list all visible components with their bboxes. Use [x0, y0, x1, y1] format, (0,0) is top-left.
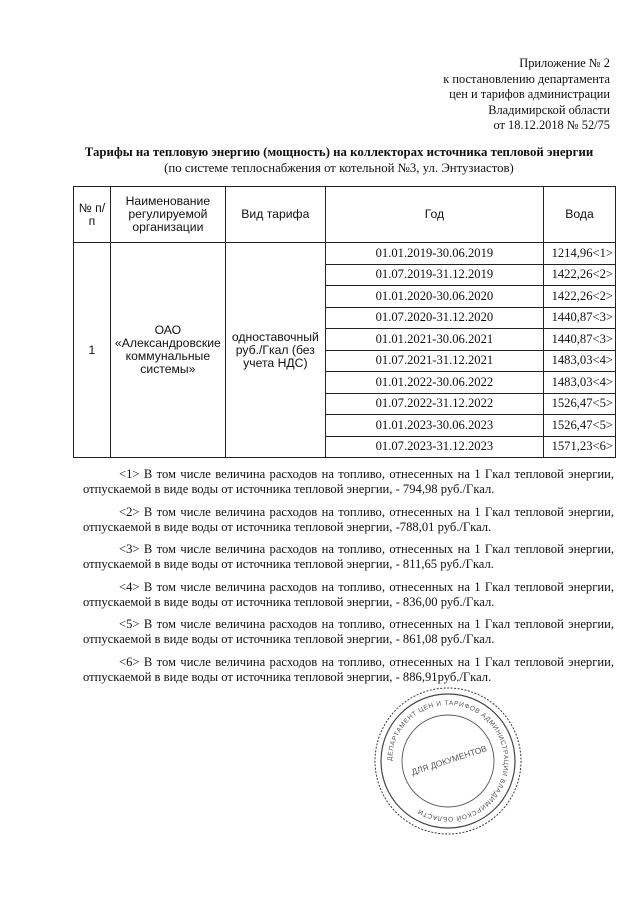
organization-name: ОАО «Александровские коммунальные системы»: [110, 243, 225, 458]
row-number: 1: [74, 243, 111, 458]
appendix-line: Приложение № 2: [519, 56, 610, 70]
header-type: Вид тарифа: [225, 187, 325, 243]
footnote: <4> В том числе величина расходов на топливо, отнесенных на 1 Гкал тепловой энергии, отпускаемой в виде воды от источника тепловой энергии, - 836,00 руб./Гкал.: [83, 579, 614, 609]
value-cell: 1483,03<4>: [544, 372, 616, 394]
appendix-line: от 18.12.2018 № 52/75: [493, 118, 610, 132]
value-cell: 1422,26<2>: [544, 286, 616, 308]
period-cell: 01.01.2023-30.06.2023: [325, 415, 543, 437]
value-cell: 1483,03<4>: [544, 350, 616, 372]
tariff-table: [73, 186, 616, 458]
value-cell: 1440,87<3>: [544, 307, 616, 329]
title-subtitle: (по системе теплоснабжения от котельной №3, ул. Энтузиастов): [164, 160, 514, 175]
appendix-line: к постановлению департамента: [443, 71, 610, 86]
footnote: <1> В том числе величина расходов на топливо, отнесенных на 1 Гкал тепловой энергии, отпускаемой в виде воды от источника тепловой энергии, - 794,98 руб./Гкал.: [83, 467, 614, 496]
value-cell: 1526,47<5>: [544, 393, 616, 415]
header-year: Год: [325, 187, 543, 243]
value-cell: 1526,47<5>: [544, 415, 616, 437]
period-cell: 01.01.2022-30.06.2022: [325, 372, 543, 394]
footnotes: [83, 467, 614, 692]
value-cell: 1571,23<6>: [544, 436, 616, 458]
footnote: <3> В том числе величина расходов на топливо, отнесенных на 1 Гкал тепловой энергии, отпускаемой в виде воды от источника тепловой энергии, - 811,65 руб./Гкал.: [83, 542, 614, 571]
value-cell: 1440,87<3>: [544, 329, 616, 351]
appendix-line: Владимирской области: [488, 102, 610, 117]
stamp-ring-text: ДЕПАРТАМЕНТ ЦЕН И ТАРИФОВ АДМИНИСТРАЦИИ ВЛАДИМИРСКОЙ ОБЛАСТИ: [386, 699, 510, 823]
stamp-center-text: ДЛЯ ДОКУМЕНТОВ: [410, 743, 489, 778]
period-cell: 01.07.2020-31.12.2020: [325, 307, 543, 329]
header-num: № п/п: [74, 187, 111, 243]
table-header-row: [74, 187, 616, 243]
footnote: <6> В том числе величина расходов на топливо, отнесенных на 1 Гкал тепловой энергии, отпускаемой в виде воды от источника тепловой энергии, - 886,91руб./Гкал.: [83, 654, 614, 684]
table-row: [74, 243, 616, 265]
period-cell: 01.07.2022-31.12.2022: [325, 393, 543, 415]
footnote: <5> В том числе величина расходов на топливо, отнесенных на 1 Гкал тепловой энергии, отпускаемой в виде воды от источника тепловой энергии, - 861,08 руб./Гкал.: [83, 617, 614, 646]
value-cell: 1214,96<1>: [544, 243, 616, 265]
period-cell: 01.07.2021-31.12.2021: [325, 350, 543, 372]
period-cell: 01.01.2019-30.06.2019: [325, 243, 543, 265]
value-cell: 1422,26<2>: [544, 264, 616, 286]
header-water: Вода: [544, 187, 616, 243]
period-cell: 01.07.2019-31.12.2019: [325, 264, 543, 286]
title-main: Тарифы на тепловую энергию (мощность) на коллекторах источника тепловой энергии: [84, 145, 594, 159]
header-org: Наименование регулируемой организации: [110, 187, 225, 243]
official-stamp: [372, 685, 524, 837]
document-title: [60, 145, 618, 176]
appendix-block: [443, 56, 610, 134]
appendix-line: цен и тарифов администрации: [449, 87, 610, 101]
period-cell: 01.01.2021-30.06.2021: [325, 329, 543, 351]
footnote: <2> В том числе величина расходов на топливо, отнесенных на 1 Гкал тепловой энергии, отпускаемой в виде воды от источника тепловой энергии, -788,01 руб./Гкал.: [83, 504, 614, 534]
period-cell: 01.07.2023-31.12.2023: [325, 436, 543, 458]
tariff-type: одноставочный руб./Гкал (без учета НДС): [225, 243, 325, 458]
period-cell: 01.01.2020-30.06.2020: [325, 286, 543, 308]
